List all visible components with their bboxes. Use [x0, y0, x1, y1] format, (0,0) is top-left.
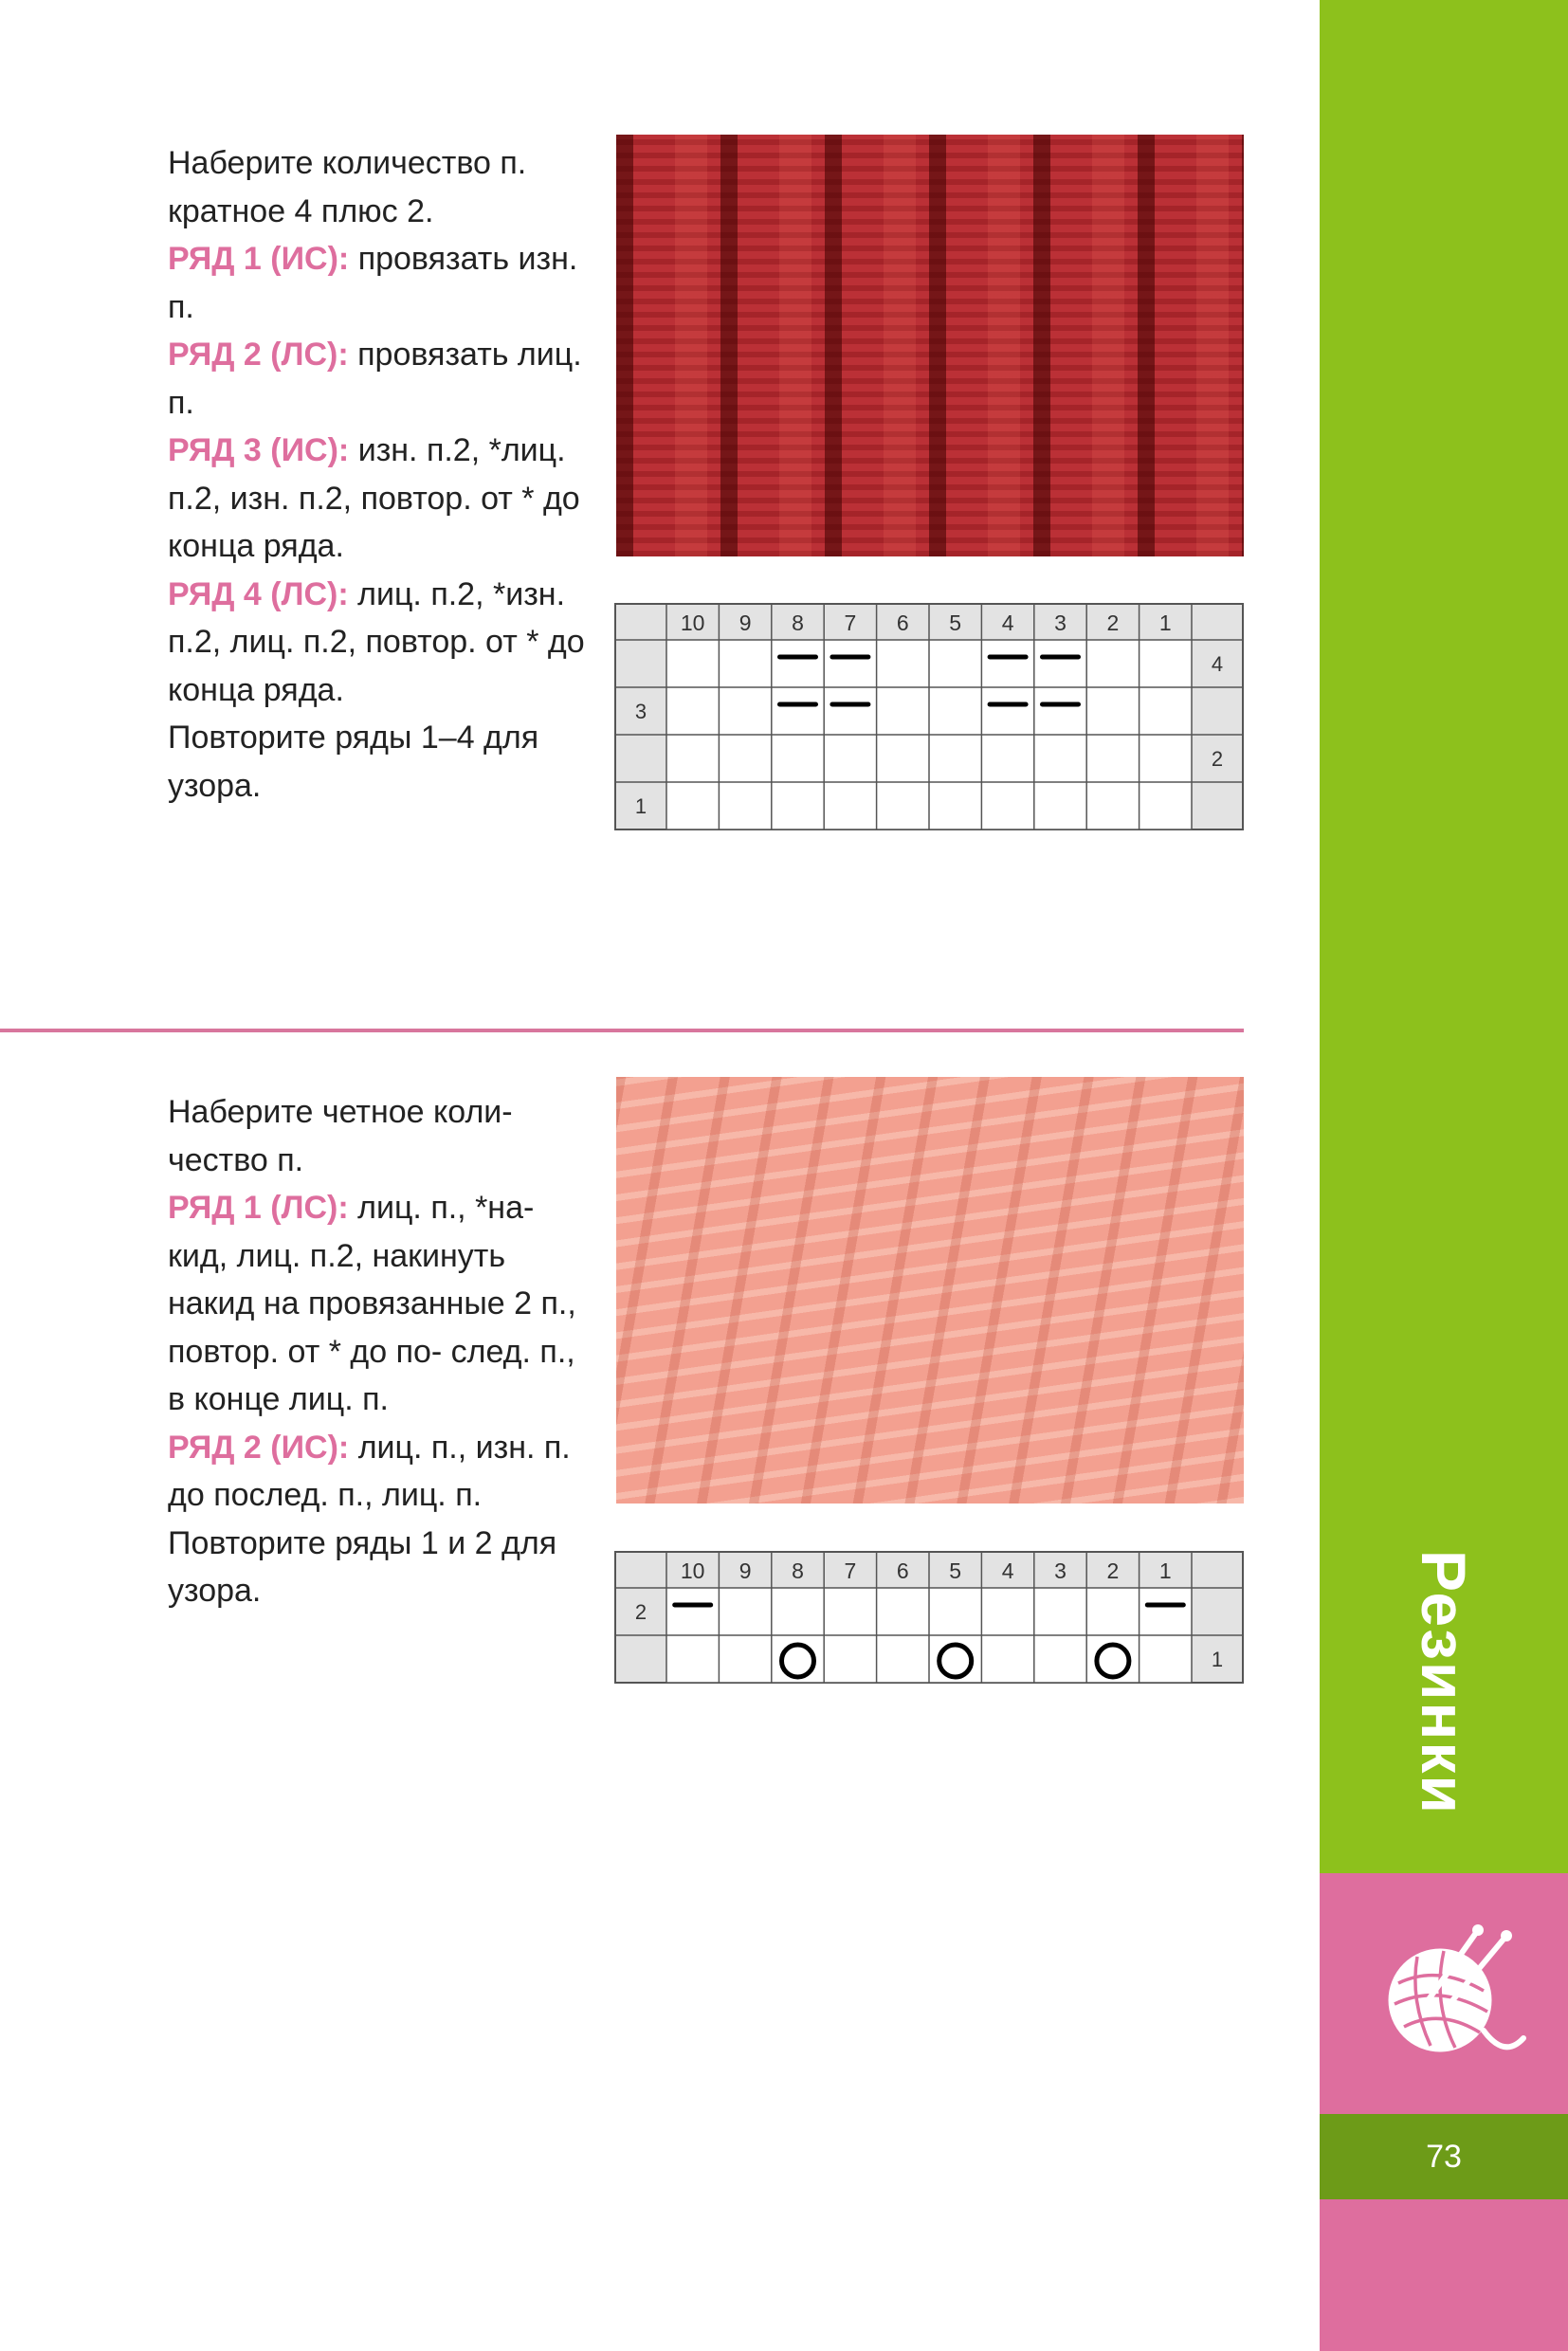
pattern1-row2	[168, 331, 585, 427]
yarn-ball-icon	[1372, 1917, 1533, 2076]
chart1-row-label-left: 1	[634, 794, 647, 818]
row-label: РЯД 1 (ЛС):	[168, 1190, 349, 1226]
row-label: РЯД 3 (ИС):	[168, 432, 350, 468]
pattern1-instructions	[168, 139, 585, 810]
row-text: лиц. п., *на- кид, лиц. п.2, накинуть накид на провязанные 2 п., повтор. от * до по- след. п., в конце лиц. п.	[168, 1190, 576, 1417]
chart1-col-label: 10	[680, 611, 705, 635]
pattern2-repeat: Повторите ряды 1 и 2 для узора.	[168, 1524, 557, 1609]
row-label: РЯД 4 (ЛС):	[168, 575, 349, 612]
pattern1-photo	[616, 135, 1244, 556]
chart1-row-label-left: 3	[634, 700, 647, 723]
row-text: изн. п.2, *лиц. п.2, изн. п.2, повтор. от * до конца ряда.	[168, 432, 580, 564]
pattern2-photo	[616, 1077, 1244, 1504]
chart2-col-label: 5	[949, 1558, 962, 1583]
pattern2-row2	[168, 1424, 585, 1520]
pattern1-chart	[614, 603, 1246, 832]
pattern1-row3	[168, 427, 585, 571]
row-text: лиц. п.2, *изн. п.2, лиц. п.2, повтор. от * до конца ряда.	[168, 575, 585, 708]
pattern1-row4	[168, 571, 585, 715]
sidebar-pink-bottom-band	[1320, 2199, 1568, 2351]
chart1-row-label-right: 2	[1211, 747, 1224, 771]
chart2-col-label: 2	[1106, 1558, 1120, 1583]
pattern2-intro: Наберите четное коли- чество п.	[168, 1094, 513, 1178]
chart1-col-label: 1	[1158, 611, 1172, 635]
chart1-col-label: 6	[896, 611, 909, 635]
row-text: лиц. п., изн. п. до послед. п., лиц. п.	[168, 1429, 571, 1513]
chart2-col-label: 9	[738, 1558, 752, 1583]
pattern1-row1	[168, 235, 585, 331]
chart1-col-label: 4	[1001, 611, 1014, 635]
chart2-col-label: 6	[896, 1558, 909, 1583]
pattern1-repeat: Повторите ряды 1–4 для узора.	[168, 720, 539, 804]
pattern2-chart	[614, 1551, 1246, 1686]
row-label: РЯД 1 (ИС):	[168, 241, 350, 277]
chart1-col-label: 3	[1054, 611, 1067, 635]
chart1-col-label: 7	[844, 611, 857, 635]
chart2-col-label: 10	[680, 1558, 705, 1583]
pattern2-row1	[168, 1184, 585, 1424]
page-number: 73	[1320, 2114, 1568, 2199]
chart2-col-label: 3	[1054, 1558, 1067, 1583]
chart1-col-label: 5	[949, 611, 962, 635]
pattern1-intro: Наберите количество п. кратное 4 плюс 2.	[168, 145, 527, 229]
chart1-row-label-right: 4	[1211, 652, 1224, 676]
chart2-row-label-right: 1	[1211, 1648, 1224, 1671]
row-label: РЯД 2 (ИС):	[168, 1429, 350, 1466]
section-divider	[0, 1029, 1244, 1032]
chart1-col-label: 8	[792, 611, 804, 635]
chart1-col-label: 9	[738, 611, 752, 635]
chart1-col-label: 2	[1106, 611, 1120, 635]
chart2-col-label: 1	[1158, 1558, 1172, 1583]
pattern2-instructions	[168, 1088, 585, 1615]
row-text: провязать лиц. п.	[168, 337, 582, 421]
row-label: РЯД 2 (ЛС):	[168, 337, 349, 373]
chart2-row-label-left: 2	[634, 1600, 647, 1624]
chart2-col-label: 8	[792, 1558, 804, 1583]
section-title: Резинки	[1409, 1550, 1479, 1815]
chart2-col-label: 7	[844, 1558, 857, 1583]
chart2-col-label: 4	[1001, 1558, 1014, 1583]
row-text: провязать изн. п.	[168, 241, 578, 325]
